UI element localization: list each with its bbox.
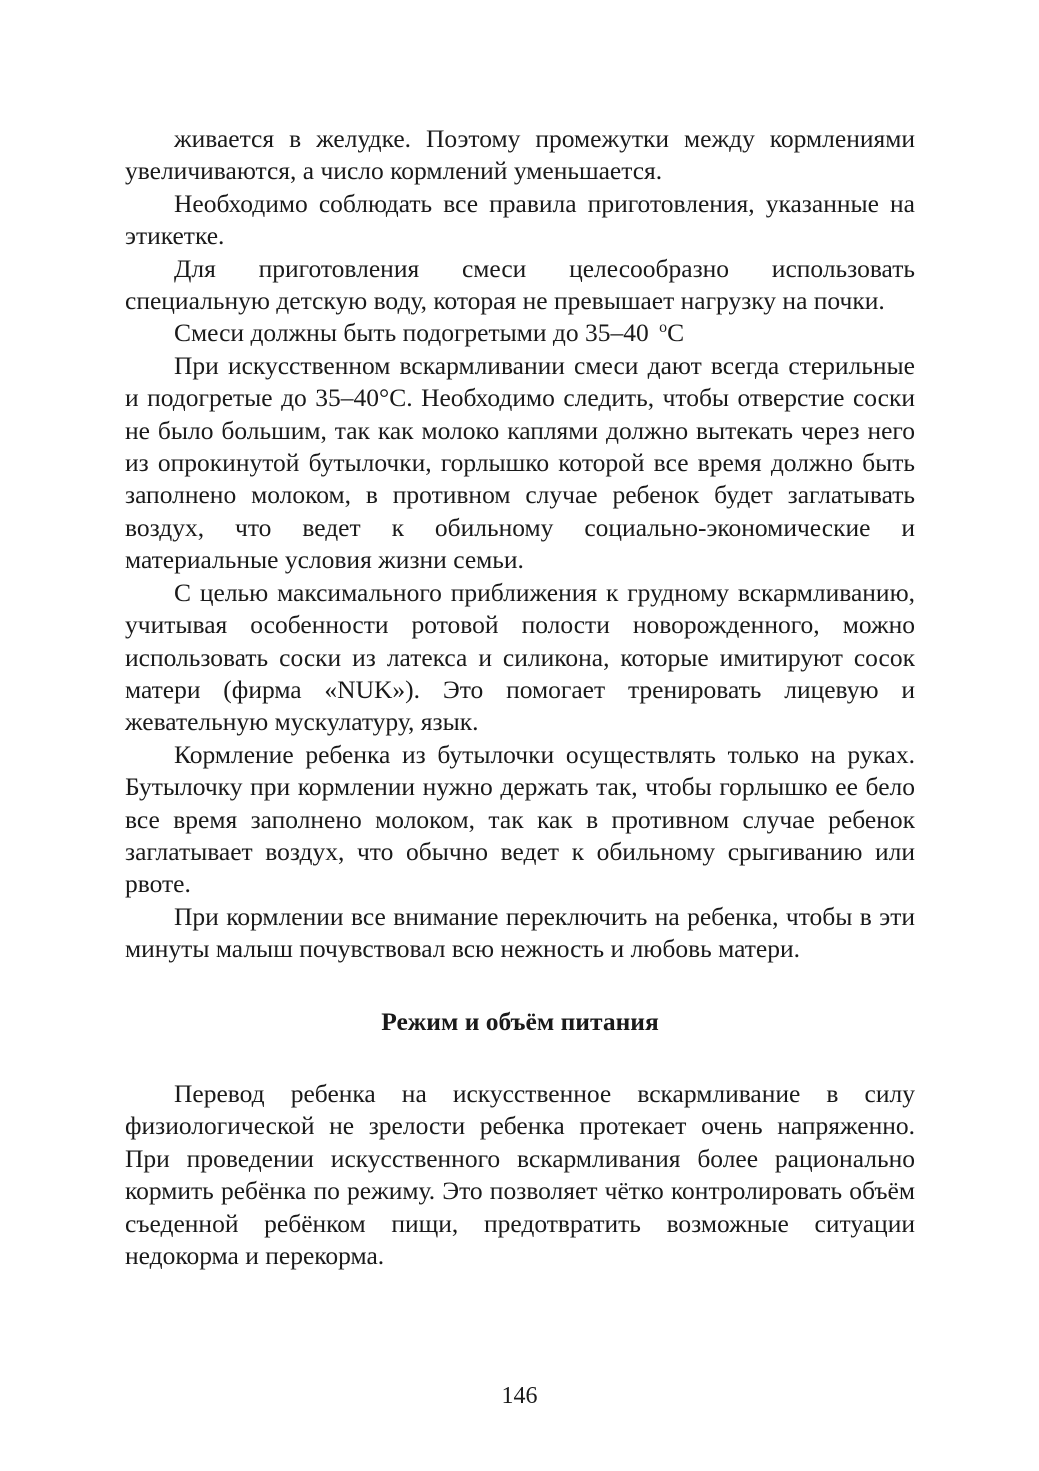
degree-sign: о bbox=[659, 318, 668, 336]
paragraph-baby-water: Для приготовления смеси целесообразно использовать специальную детскую воду, которая не превышает нагрузку на почки. bbox=[125, 253, 915, 316]
paragraph-temperature bbox=[125, 317, 915, 349]
body-text bbox=[125, 123, 915, 1272]
paragraph-bottle-feeding: Кормление ребенка из бутылочки осуществлять только на руках. Бутылочку при кормлении нужно держать так, чтобы горлышко ее бело все время заполнено молоком, так как в противном случае ребенок заглатывает воздух, что обычно ведет к обильному срыгиванию или рвоте. bbox=[125, 739, 915, 899]
paragraph-preparation-rules: Необходимо соблюдать все правила приготовления, указанные на этикетке. bbox=[125, 188, 915, 251]
section-heading: Режим и объём питания bbox=[381, 1006, 659, 1036]
temperature-text: Смеси должны быть подогретыми до 35–40 bbox=[174, 318, 656, 348]
temperature-unit: С bbox=[667, 318, 685, 348]
paragraph-sterile-mix: При искусственном вскармливании смеси дают всегда стерильные и подогретые до 35–40°С. Необходимо следить, чтобы отверстие соски не было большим, так как молоко каплями должно вытекать через него из опрокинутой бутылочки, горлышко которой все время должно быть заполнено молоком, в противном случае ребенок будет заглатывать воздух, что ведет к обильному социально-экономические и материальные условия жизни семьи. bbox=[125, 350, 915, 575]
paragraph-attention: При кормлении все внимание переключить на ребенка, чтобы в эти минуты малыш почувствовал всю нежность и любовь матери. bbox=[125, 901, 915, 964]
page-number: 146 bbox=[501, 1383, 538, 1409]
paragraph-nipples: С целью максимального приближения к грудному вскармливанию, учитывая особенности ротовой полости новорожденного, можно использовать соски из латекса и силикона, которые имитируют сосок матери (фирма «NUK»). Это помогает тренировать лицевую и жевательную мускулатуру, язык. bbox=[125, 577, 915, 737]
paragraph-continuation: живается в желудке. Поэтому промежутки между кормлениями увеличиваются, а число кормлений уменьшается. bbox=[125, 124, 915, 186]
paragraph-regime: Перевод ребенка на искусственное вскармливание в силу физиологической не зрелости ребенка протекает очень напряженно. При проведении искусственного вскармливания более рационально кормить ребёнка по режиму. Это позволяет чётко контролировать объём съеденной ребёнком пищи, предотвратить возможные ситуации недокорма и перекорма. bbox=[125, 1078, 915, 1270]
